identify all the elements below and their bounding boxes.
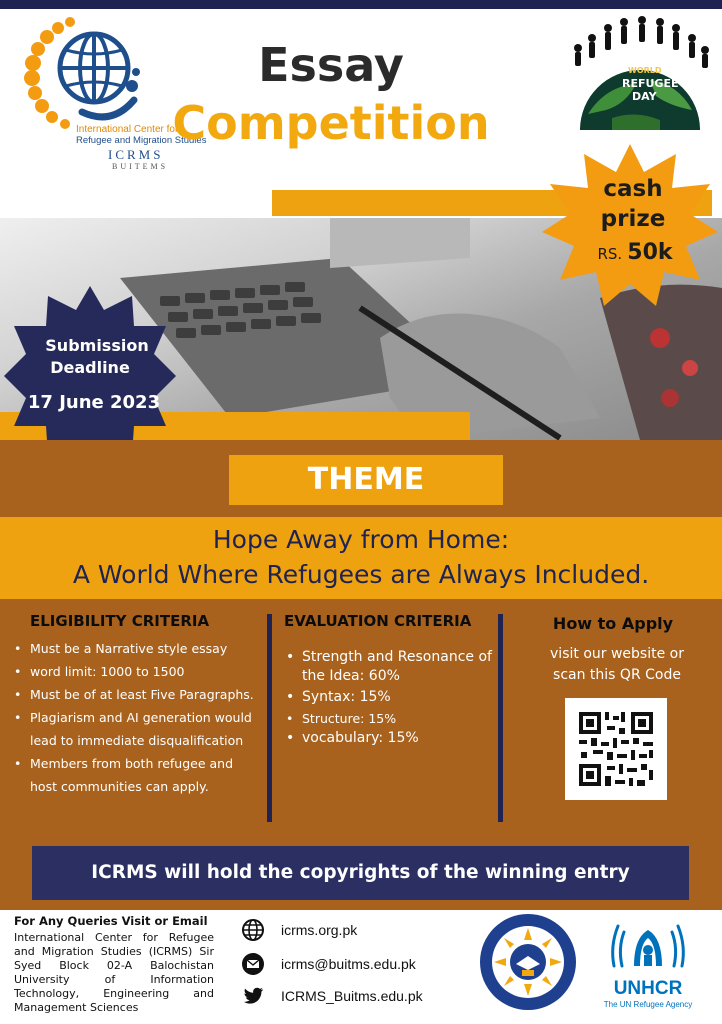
envelope-icon	[241, 952, 265, 976]
eligibility-item: • Members from both refugee and host communities can apply.	[10, 752, 262, 798]
prize-amount-row	[540, 240, 722, 265]
evaluation-heading: EVALUATION CRITERIA	[284, 612, 472, 630]
evaluation-item: • Syntax: 15%	[282, 688, 494, 707]
column-divider-2	[498, 614, 503, 822]
theme-line2: A World Where Refugees are Always Included.	[72, 560, 650, 589]
queries-label: For Any Queries Visit or Email	[14, 914, 208, 928]
eligibility-item: • Must be of at least Five Paragraphs.	[10, 683, 262, 706]
unhcr-logo	[596, 916, 700, 1008]
top-stripe	[0, 0, 722, 9]
column-divider-1	[267, 614, 272, 822]
evaluation-list	[282, 648, 494, 748]
evaluation-item: • Strength and Resonance of the Idea: 60%	[282, 648, 494, 686]
prize-line2: prize	[600, 206, 666, 232]
org-sub: BUITEMS	[112, 162, 169, 171]
evaluation-item: • vocabulary: 15%	[282, 729, 494, 748]
prize-amount: 50k	[627, 240, 673, 265]
website-link[interactable]	[241, 918, 357, 942]
deadline-date: 17 June 2023	[27, 392, 161, 413]
university-seal-icon	[478, 912, 578, 1012]
prize-currency: RS.	[597, 245, 623, 263]
globe-icon	[241, 918, 265, 942]
theme-line1: Hope Away from Home:	[212, 525, 510, 554]
twitter-link[interactable]	[241, 984, 423, 1008]
email-link[interactable]	[241, 952, 416, 976]
evaluation-item: • Structure: 15%	[282, 709, 494, 728]
email-text: icrms@buitms.edu.pk	[281, 956, 416, 972]
title-competition: Competition	[172, 96, 490, 150]
footer-queries	[14, 914, 214, 1015]
wrd-line1: WORLD	[628, 66, 662, 75]
eligibility-heading: ELIGIBILITY CRITERIA	[30, 612, 210, 630]
org-name-line1: International Center for	[76, 124, 179, 135]
world-refugee-day-badge	[566, 14, 714, 130]
org-name-line2: Refugee and Migration Studies	[76, 135, 207, 146]
theme-label: THEME	[229, 455, 503, 505]
footer-address: International Center for Refugee and Migration Studies (ICRMS) Sir Syed Block 02-A Balochistan University of Information Technology, Engineering and Management Sciences	[14, 931, 214, 1014]
unhcr-emblem-icon	[596, 916, 700, 972]
eligibility-item: • word limit: 1000 to 1500	[10, 660, 262, 683]
cash-prize-badge	[540, 140, 720, 312]
apply-text: visit our website or scan this QR Code	[550, 646, 684, 683]
eligibility-list	[10, 637, 262, 798]
unhcr-tagline: The UN Refugee Agency	[603, 1000, 693, 1009]
buitems-seal	[478, 912, 578, 1012]
title-essay: Essay	[258, 38, 404, 92]
apply-heading: How to Apply	[552, 614, 674, 633]
twitter-icon	[241, 984, 265, 1008]
website-text: icrms.org.pk	[281, 922, 358, 938]
copyright-notice: ICRMS will hold the copyrights of the winning entry	[32, 846, 689, 900]
unhcr-name: UNHCR	[613, 978, 683, 999]
eligibility-item: • Must be a Narrative style essay	[10, 637, 262, 660]
qr-code-icon	[565, 698, 667, 800]
eligibility-item: • Plagiarism and AI generation would lead to immediate disqualification	[10, 706, 262, 752]
qr-code[interactable]	[565, 698, 667, 800]
deadline-line2: Deadline	[50, 358, 130, 377]
deadline-line1: Submission	[45, 336, 149, 355]
prize-line1: cash	[603, 176, 663, 202]
wrd-line3: DAY	[632, 90, 657, 103]
org-abbr: ICRMS	[108, 147, 164, 162]
theme-band	[0, 517, 722, 599]
wrd-line2: REFUGEE	[622, 77, 679, 90]
twitter-text: ICRMS_Buitms.edu.pk	[281, 988, 423, 1004]
